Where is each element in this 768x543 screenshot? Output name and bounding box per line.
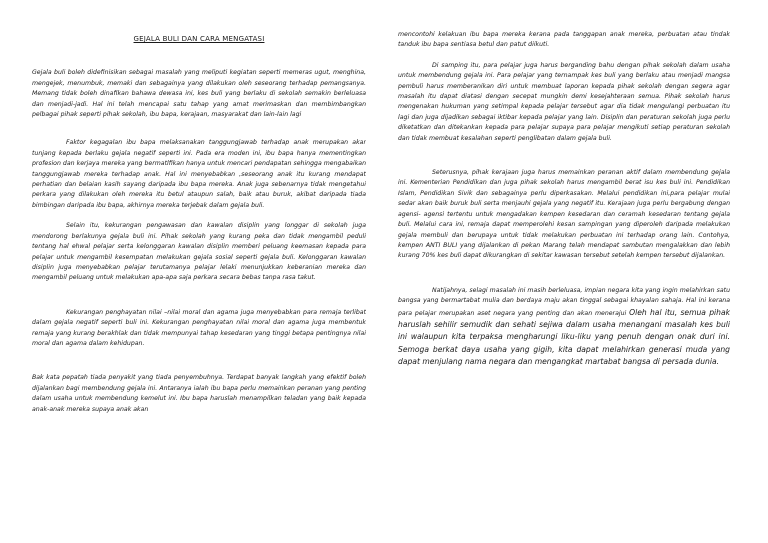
paragraph-moral-values: Kekurangan penghayatan nilai –nilai moral dan agama juga menyebabkan para remaja terlibat dalam gejala negatif seperti buli ini. Kekurangan penghayatan nilai moral dan agama juga membentuk remaja yang kurang berakhlak dan tidak mempunyai tahap kesedaran yang tinggi betapa pentingnya nilai moral dan agama dalam kehidupan. (32, 308, 366, 347)
document-title: GEJALA BULI DAN CARA MENGATASI (133, 35, 265, 43)
paragraph-conclusion (398, 286, 730, 369)
conclusion-text-large: Oleh hal itu, semua pihak haruslah sehilir semudik dan sehati sejiwa dalam usaha menangani masalah kes buli ini walaupun kita terpaksa mengharungi liku-liku yang penuh dengan onak duri ini. Semoga berkat daya usaha yang gigih, kita dapat melahirkan generasi muda yang dapat menjulang nama negara dan mengangkat martabat bangsa di persada dunia. (398, 307, 730, 367)
paragraph-parents-factor: Faktor kegagalan ibu bapa melaksanakan tanggungjawab terhadap anak merupakan akar tunjang kepada berlaku gejala negatif seperti ini. Pada era moden ini, ibu bapa hanya mementingkan profesion dan kerjaya mereka yang bermatlfikan hanya untuk mencari pendapatan sehingga mengabaikan tanggungjawab mereka terhadap anak. Hal ini menyebabkan ,seseorang anak itu kurang mendapat perhatian dan belaian kasih sayang daripada ibu bapa mereka. Anak juga sebenarnya tidak mengetahui perkara yang dilakukan oleh mereka itu betul ataupun salah, baik atau buruk, akibat daripada tiada bimbingan daripada ibu bapa, akhirnya mereka terjebak dalam gejala buli. (32, 139, 366, 209)
conclusion-text: Natijahnya, selagi masalah ini masih berleluasa, impian negara kita yang ingin melahirkan satu bangsa yang bermartabat mulia dan berdaya maju akan tinggal sebagai khayalan sahaja. Hal ini kerana para pelajar merupakan aset negara yang penting dan akan menerajui (398, 286, 730, 317)
paragraph-school-discipline: Selain itu, kekurangan pengawasan dan kawalan disiplin yang longgar di sekolah juga mendorong berlakunya gejala buli ini. Pihak sekolah yang kurang peka dan tidak mengambil peduli tentang hal ehwal pelajar serta kelonggaran kawalan disiplin memberi peluang keemasan kepada para pelajar untuk mengambil kesempatan melakukan gejala sosial seperti gejala buli. Kelonggaran kawalan disiplin juga menyebabkan pelajar terutamanya pelajar lelaki menunjukkan keberanian mereka dan mengambil peluang untuk melakukan apa-apa saja perkara secara bebas tanpa rasa takut. (32, 222, 366, 282)
right-column (398, 0, 730, 543)
paragraph-government-role: Seterusnya, pihak kerajaan juga harus memainkan peranan aktif dalam membendung gejala ini. Kementerian Pendidikan dan juga pihak sekolah harus mengambil berat isu kes buli ini. Pendidikan Islam, Pendidikan Sivik dan sebagainya perlu diperkasakan. Melalui pendidikan ini,para pelajar mulai sedar akan baik buruk buli serta menjauhi gejala yang negatif itu. Kerajaan juga perlu bergabung dengan agensi- agensi tertentu untuk mengadakan kempen kesedaran dan ceramah kesedaran tentang gejala buli. Melalui cara ini, remaja dapat memperolehi kesan sampingan yang diperoleh daripada melakukan gejala membuli dan berupaya untuk tidak melakukan perbuatan ini terhadap orang lain. Contohya, kempen ANTI BULI yang dijalankan di pekan Marang telah mendapat sambutan mengalakkan dan lebih kurang 70% kes buli dapat dikurangkan di sekitar kawasan tersebut setelah kempen tersebut dijalankan. (398, 169, 730, 260)
paragraph-students-role: Di samping itu, para pelajar juga harus berganding bahu dengan pihak sekolah dalam usaha untuk membendung gejala ini. Para pelajar yang ternampak kes buli yang berlaku atau menjadi mangsa pembuli harus memberanikan diri untuk membuat laporan kepada pihak sekolah dengan segera agar masalah itu dapat diatasi dengan secepat mungkin demi kesejahteraan semua. Pihak sekolah harus mengenakan hukuman yang setimpal kepada pelajar tersebut agar dia tidak mengulangi perbuatan itu lagi dan juga dijadikan sebagai iktibar kepada pelajar yang lain. Disiplin dan peraturan sekolah juga perlu diketatkan dan ditekankan kepada para pelajar supaya para pelajar mengikuti setiap peraturan sekolah dan tidak membuat kesalahan seperti penglibatan dalam gejala buli. (398, 61, 730, 142)
paragraph-continuation: mencontohi kelakuan ibu bapa mereka kerana pada tanggapan anak mereka, perbuatan atau tindak tanduk ibu bapa sentiasa betul dan patut diikuti. (398, 31, 730, 49)
paragraph-solutions: Bak kata pepatah tiada penyakit yang tiada penyembuhnya. Terdapat banyak langkah yang efektif boleh dijalankan bagi membendung gejala ini. Antaranya ialah ibu bapa perlu memainkan peranan yang penting dalam usaha untuk membendung kemelut ini. Ibu bapa haruslah menampilkan teladan yang baik kepada anak-anak mereka supaya anak akan (32, 374, 366, 413)
left-column (32, 0, 366, 543)
paragraph-intro: Gejala buli boleh didefinisikan sebagai masalah yang meliputi kegiatan seperti memeras ugut, menghina, mengejek, menumbuk, memaki dan sebagainya yang dilakukan oleh seseorang terhadap pemangsanya. Memang tidak boleh dinafikan bahawa dewasa ini, kes buli yang berlaku di sekolah semakin berleluasa dan menjadi-jadi. Hal ini telah mencapai satu tahap yang amat merimaskan dan membimbangkan pelbagai pihak seperti pihak sekolah, ibu bapa, kerajaan, masyarakat dan lain-lain lagi (32, 69, 366, 119)
